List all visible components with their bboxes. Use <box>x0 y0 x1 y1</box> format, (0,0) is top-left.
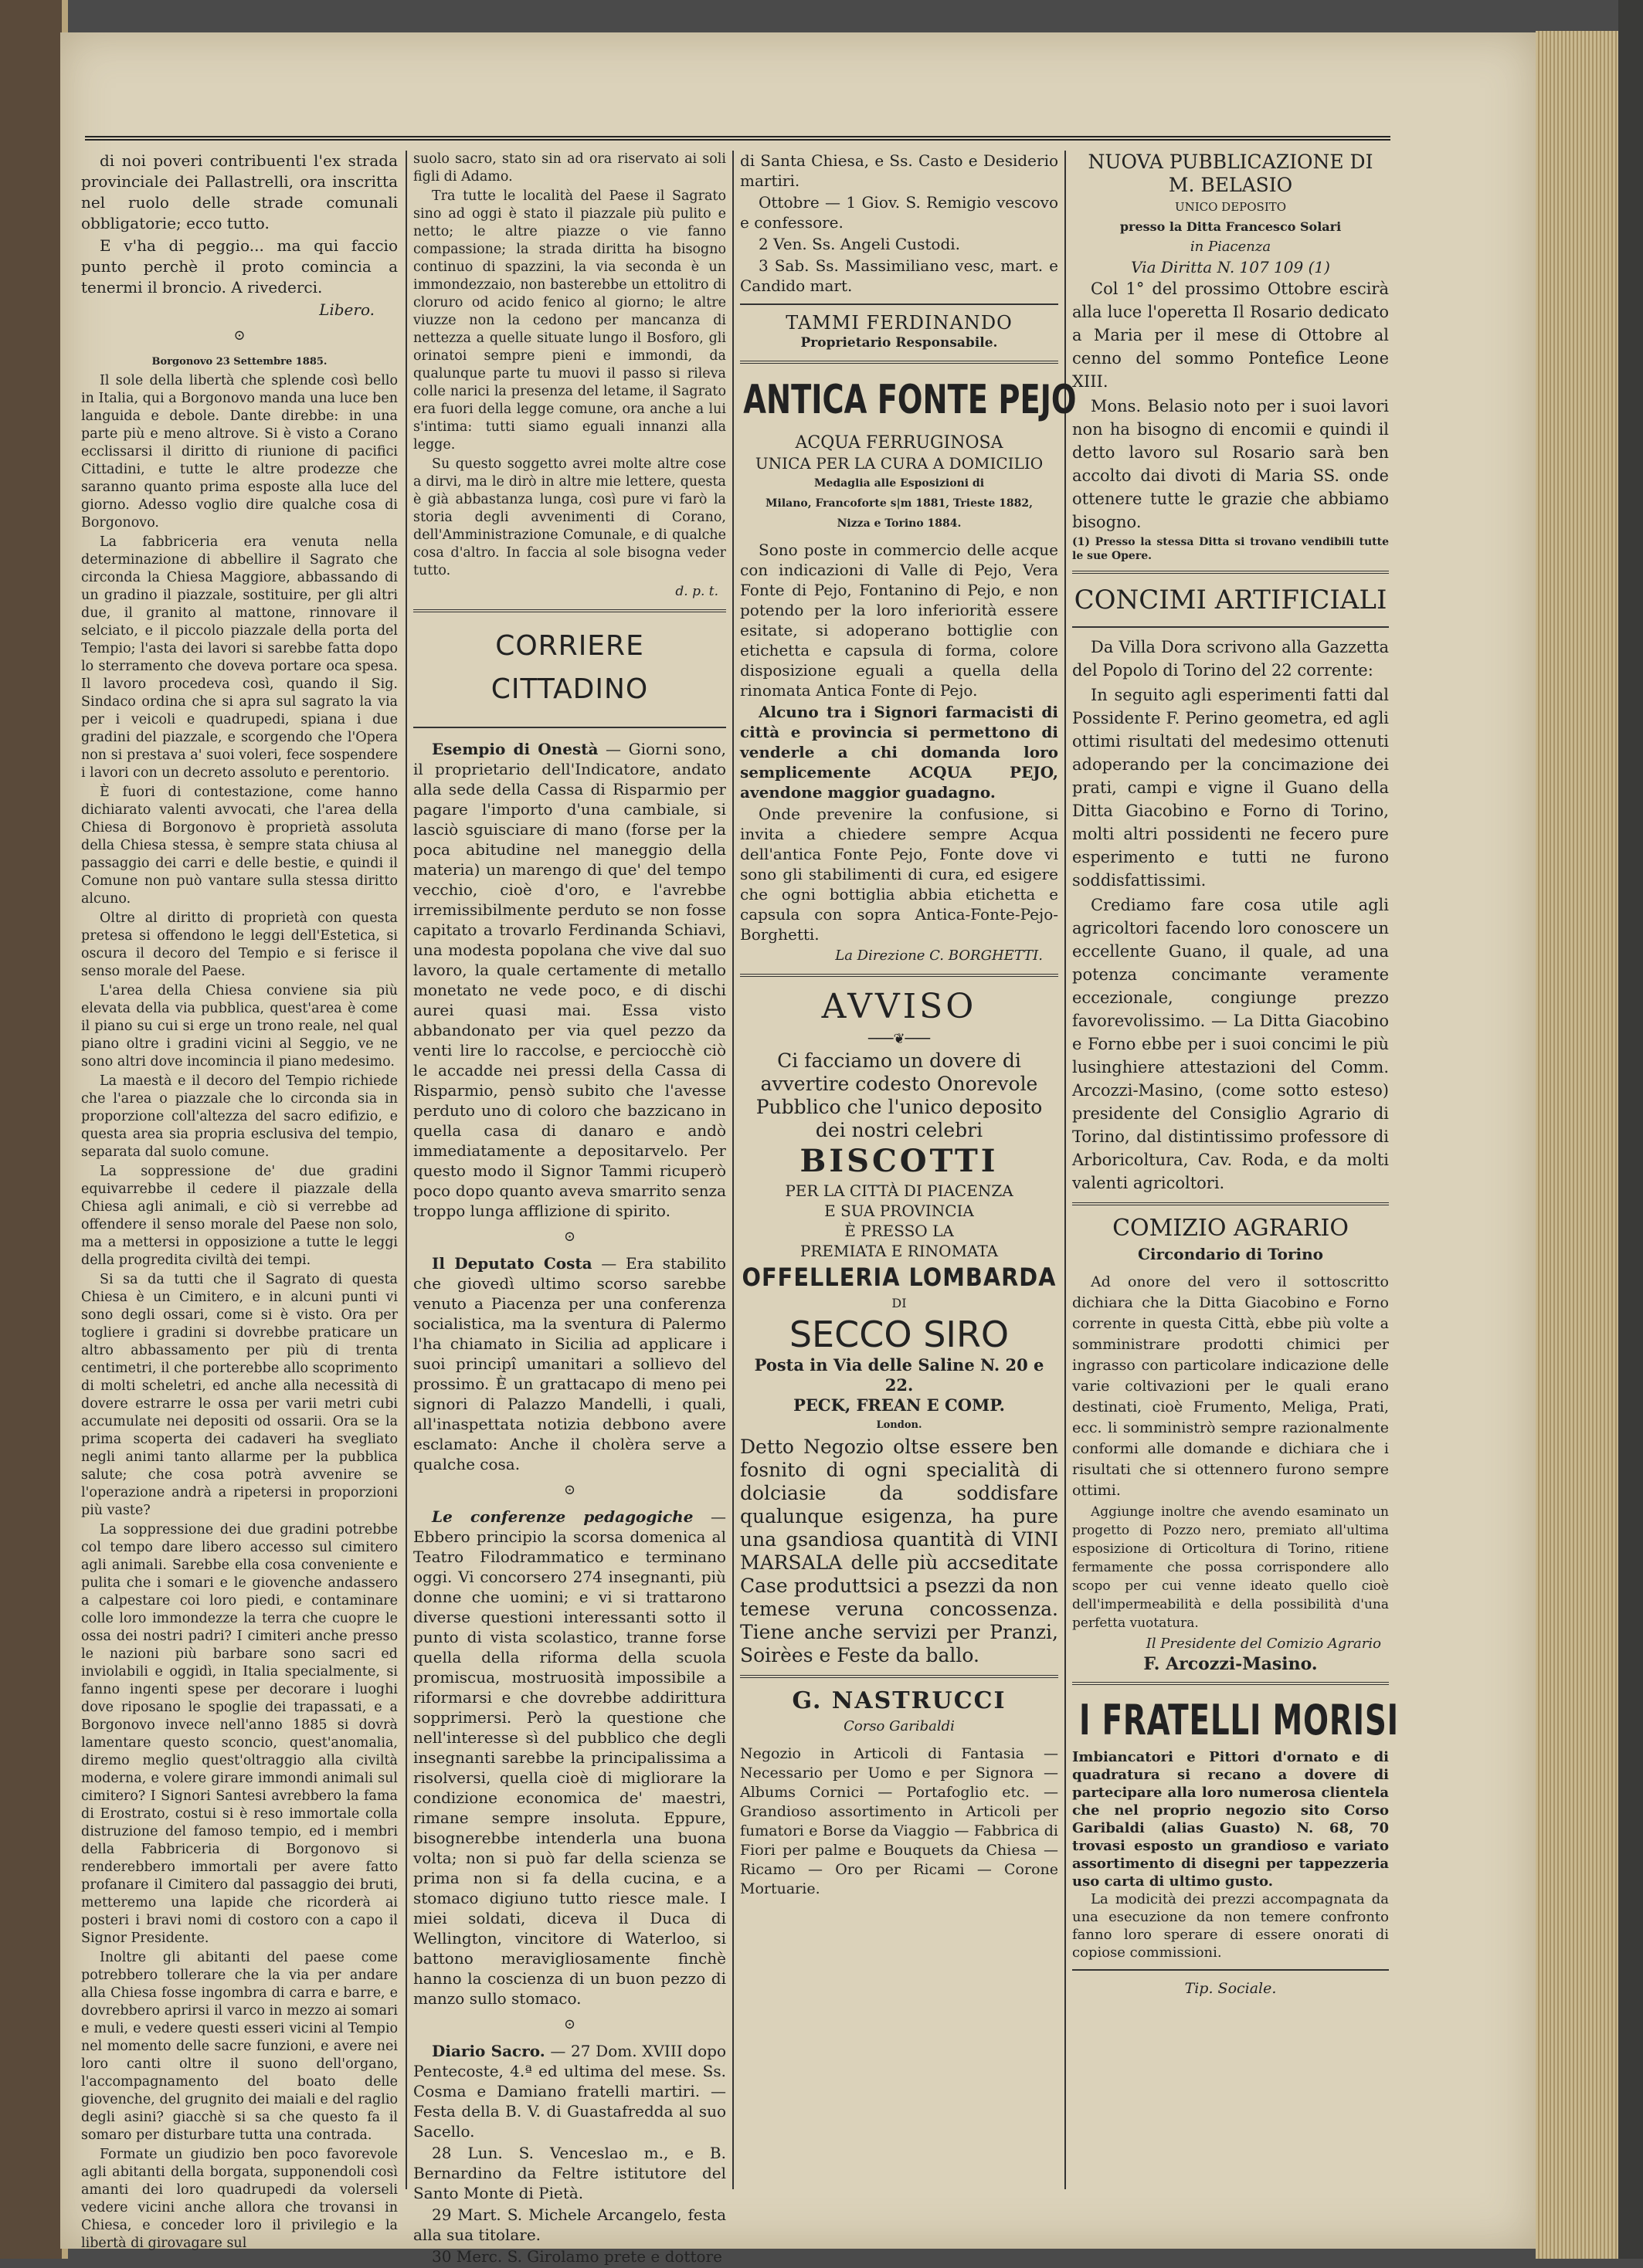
paragraph: La soppressione dei due gradini potrebbe col tempo dare libero accesso sul cimitero agli animali. Sarebbe ella cosa conveniente e pulita che i somari e le giovenche andassero a calpestare coi loro piedi, e contaminare colle loro immondezze la terra che cuopre le ossa dei nostri padri? I cimiteri anche presso le nazioni più barbare sono sacri ed inviolabili e oggidì, in Italia specialmente, si fanno ingenti spese per decorare i luoghi dove riposano le spoglie dei trapassati, e a Borgonovo invece nell'anno 1885 si dovrà lamentare questo sconcio, quest'anomalia, diremo meglio quest'oltraggio alla civiltà moderna, e volere girare immondi animali sul cimitero? I Signori Santesi avrebbero la fama di Erostrato, costui si è reso immortale colla distruzione del famoso tempio, ed i membri della Fabbriceria di Borgonovo si renderebbero immortali per avere fatto profanare il Cimitero dal passaggio dei bruti, metteremo una lapide che ricorderà ai posteri i bravi nomi di costoro con a capo il Signor Presidente. <box>81 1522 398 1946</box>
paragraph: di Santa Chiesa, e Ss. Casto e Desiderio martiri. <box>740 151 1058 190</box>
separator-ornament: ⊙ <box>233 327 246 344</box>
paragraph: suolo sacro, stato sin ad ora riservato ai soli figli di Adamo. <box>413 151 726 185</box>
ad-text: Imbiancatori e Pittori d'ornato e di quadratura si recano a dovere di partecipare alla loro numerosa clientela che nel proprio negozio sito Corso Garibaldi (alias Guasto) N. 68, 70 trovasi esposto un grandioso e variato assortimento di disegni per tappezzeria uso carta di ultimo gusto. <box>1072 1749 1389 1890</box>
section-title: CORRIERE CITTADINO <box>491 630 649 705</box>
ad-subtitle: UNICO DEPOSITO <box>1174 200 1287 214</box>
ad-text: Negozio in Articoli di Fantasia — Necessario per Uomo e per Signora — Albums Cornici — Portafoglio etc. — Grandioso assortimento in Articoli per fumatori e Borse da Viaggio — Fabbrica di Fiori per palme e Bouquets da Chiesa — Ricamo — Oro per Ricami — Corone Mortuarie. <box>740 1745 1058 1897</box>
ad-line: E SUA PROVINCIA <box>824 1202 974 1220</box>
ad-line: È PRESSO LA <box>844 1222 954 1240</box>
news-item-head: Diario Sacro. <box>432 2042 545 2060</box>
footnote: (1) Presso la stessa Ditta si trovano vendibili tutte le sue Opere. <box>1072 536 1389 562</box>
news-item-text: — Ebbero principio la scorsa domenica al Teatro Filodrammatico e terminano oggi. Vi concorsero 274 insegnanti, più donne che uomini; e vi si trattarono diverse questioni interessanti sotto il punto di vista scolastico, tranne forse quella della riforma della scuola promiscua, mostruosità impossibile a riformarsi e che dovrebbe addirittura sopprimersi. Però la questione che nell'interesse sì del pubblico che degli insegnanti sarebbe la principalissima a risolversi, quella cioè di migliorare la condizione economica de' maestri, rimane sempre insoluta. Eppure, bisognerebbe intenderla una buona volta; non si può far della scienza se prima non si fa della cucina, e a stomaco digiuno tutto riesce male. I miei soldati, diceva il Duca di Wellington, vincitore di Waterloo, si battono meravigliosamente finchè hanno la coscienza di un buon pezzo di manzo sullo stomaco. <box>413 1507 726 2008</box>
top-rule <box>85 136 1390 141</box>
paragraph: Tra tutte le località del Paese il Sagrato sino ad oggi è stato il piazzale più pulito e netto; le altre piazze o vie fanno compassione; la strada diritta ha bisogno continuo di spazzini, la via seconda è un immondezzaio, non basterebbe un ettolitro di cloruro od acido fenico al giorno; le altre viuzze non la cedono per mancanza di nettezza a quelle situate lungo il Bosforo, gli orinatoi sempre pieni e immondi, da qualunque parte tu muovi il passo si rileva colle narici la presenza del letame, il Sagrato era fuori della legge comune, ora anche a lui s'intima: tutti siamo eguali innanzi alla legge. <box>413 188 726 453</box>
signature: F. Arcozzi-Masino. <box>1143 1654 1318 1674</box>
ad-subtitle: presso la Ditta Francesco Solari <box>1119 219 1342 234</box>
paragraph: La maestà e il decoro del Tempio richiede che l'area o piazzale che lo circonda sia in proporzione coll'altezza del sacro edifizio, e questa area sia propria esclusiva del tempio, separata dal suolo comune. <box>81 1073 398 1160</box>
ad-medal-line: Nizza e Torino 1884. <box>837 517 962 530</box>
divider <box>413 609 726 612</box>
paragraph: Aggiunge inoltre che avendo esaminato un progetto di Pozzo nero, premiato all'ultima esposizione di Orticoltura di Torino, ritiene fermamente che possa corrispondere allo scopo per cui venne ideato quello cioè dell'impermeabilità e della possibilità d'una perfetta vuotatura. <box>1072 1504 1389 1631</box>
news-item-head: Il Deputato Costa <box>432 1254 592 1273</box>
paragraph: 3 Sab. Ss. Massimiliano vesc, mart. e Candido mart. <box>740 256 1058 295</box>
ad-subtitle: Circondario di Torino <box>1138 1245 1323 1263</box>
paragraph: È fuori di contestazione, come hanno dichiarato valenti avvocati, che l'area della Chiesa di Borgonovo è proprietà assoluta della Chiesa stessa, è sempre stata chiusa al passaggio dei carri e delle bestie, e quindi il Comune non può vantare sulla stessa diritto alcuno. <box>81 785 398 907</box>
news-item <box>413 1253 726 1474</box>
ad-shop-name: OFFELLERIA LOMBARDA <box>742 1263 1057 1292</box>
column-rule <box>1064 151 1066 2189</box>
book-cover-right <box>1618 0 1643 2259</box>
paragraph: Formate un giudizio ben poco favorevole agli abitanti della borgata, supponendoli così amanti dei loro quadrupedi da volerseli vedere vicini anche allora che trovansi in Chiesa, e conceder loro il privilegio e la libertà di girovagare sul <box>81 2147 398 2251</box>
separator-ornament: ⊙ <box>563 2016 576 2032</box>
editor-role: Proprietario Responsabile. <box>800 335 998 351</box>
ad-title: CONCIMI ARTIFICIALI <box>1074 585 1387 615</box>
ad-subtitle: UNICA PER LA CURA A DOMICILIO <box>755 454 1044 473</box>
dateline: Borgonovo 23 Settembre 1885. <box>151 356 328 368</box>
paragraph: Da Villa Dora scrivono alla Gazzetta del Popolo di Torino del 22 corrente: <box>1072 638 1389 680</box>
paragraph: 29 Mart. S. Michele Arcangelo, festa alla sua titolare. <box>413 2205 726 2244</box>
ad-medal-line: Milano, Francoforte s|m 1881, Trieste 1882, <box>765 497 1033 510</box>
divider <box>1072 1969 1389 1971</box>
ornament: ───❦─── <box>867 1031 931 1047</box>
paragraph: La modicità dei prezzi accompagnata da una esecuzione da non temere confronto fanno loro sperare di essere onorati di copiose commissioni. <box>1072 1891 1389 1961</box>
paragraph: La soppressione de' due gradini equivarrebbe il cedere il piazzale della Chiesa agli animali, e ciò si verrebbe ad offendere il senso morale del Paese non solo, ma a mettersi in opposizione a tutte le leggi della progredita civiltà dei tempi. <box>81 1164 398 1268</box>
signature: Libero. <box>319 300 375 319</box>
editor-name: TAMMI FERDINANDO <box>786 312 1013 334</box>
news-item <box>413 739 726 1221</box>
ad-subtitle: Corso Garibaldi <box>844 1718 955 1734</box>
divider <box>1072 571 1389 574</box>
paragraph: In seguito agli esperimenti fatti dal Possidente F. Perino geometra, ed agli ottimi risultati del medesimo ottenuti adoperando per la concimazione dei prati, campi e vigne il Guano della Ditta Giacobino e Forno di Torino, molti altri possidenti ne fecero pure esperimento e tutti ne furono soddisfattissimi. <box>1072 686 1389 890</box>
ad-line: London. <box>876 1419 922 1431</box>
ad-title: NUOVA PUBBLICAZIONE DI M. BELASIO <box>1088 151 1373 196</box>
ad-brand: PECK, FREAN E COMP. <box>793 1395 1005 1415</box>
signature: Il Presidente del Comizio Agrario <box>1146 1636 1381 1652</box>
paragraph: Alcuno tra i Signori farmacisti di città e provincia si permettono di venderle a chi domanda loro semplicemente ACQUA PEJO, avendone maggior guadagno. <box>740 703 1058 802</box>
ad-address: Posta in Via delle Saline N. 20 e 22. <box>754 1355 1044 1395</box>
column-rule <box>406 151 407 2189</box>
paragraph: Sono poste in commercio delle acque con indicazioni di Valle di Pejo, Vera Fonte di Pejo, Fontanino di Pejo, e non potendo per la loro inferiorità essere esitate, si adoperano bottiglie con etichetta e capsula di forma, colore disposizione eguali a quella della rinomata Antica Fonte di Pejo. <box>740 541 1058 700</box>
paragraph: E v'ha di peggio... ma qui faccio punto perchè il proto comincia a tenermi il broncio. A rivederci. <box>81 236 398 297</box>
paragraph: Su questo soggetto avrei molte altre cose a dirvi, ma le dirò in altre mie lettere, questa è già abbastanza lunga, così pure vi farò la storia degli avvenimenti di Corano, dell'Amministrazione Comunale, e di qualche cosa d'altro. In faccia al sole bisogna veder tutto. <box>413 456 726 578</box>
paragraph: Il sole della libertà che splende così bello in Italia, qui a Borgonovo manda una luce ben languida e debole. Dante direbbe: in una parte più e meno altrove. Si è visto a Corano ecclissarsi il diritto di riunione di pacifici Cittadini, e tutte le altre prodezze che saranno quanto prima esposte alla luce del giorno. Adesso voglio dire qualche cosa di Borgonovo. <box>81 373 398 531</box>
ad-title: COMIZIO AGRARIO <box>1112 1215 1349 1242</box>
column-1 <box>81 151 398 2254</box>
news-item-text: — 27 Dom. XVIII dopo Pentecoste, 4.ª ed ultima del mese. Ss. Cosma e Damiano fratelli martiri. — Festa della B. V. di Guastafredda al suo Sacello. <box>413 2042 726 2141</box>
ad-medal-line: Medaglia alle Esposizioni di <box>813 477 985 490</box>
ad-line: PER LA CITTÀ DI PIACENZA <box>785 1181 1013 1200</box>
divider <box>740 974 1058 977</box>
book-binding-left <box>0 0 62 2259</box>
divider <box>413 727 726 728</box>
ad-text: Detto Negozio oltse essere ben fosnito di ogni specialità di dolciasie da soddisfare qualunque esigenza, ha pure una gsandiosa quantità di VINI MARSALA delle più accseditate Case produttsici a psezzi da non temese veruna concossenza. Tiene anche servizi per Pranzi, Soirèes e Feste da ballo. <box>740 1436 1058 1666</box>
column-2 <box>413 151 726 2268</box>
paragraph: di noi poveri contribuenti l'ex strada provinciale dei Pallastrelli, ora inscritta nel ruolo delle strade comunali obbligatorie; ecco tutto. <box>81 151 398 232</box>
divider <box>740 303 1058 305</box>
news-item-head: Esempio di Onestà <box>432 740 599 758</box>
ad-subtitle: Via Diritta N. 107 109 (1) <box>1131 258 1330 276</box>
ad-signature: La Direzione C. BORGHETTI. <box>835 948 1043 964</box>
ad-subtitle: ACQUA FERRUGINOSA <box>795 433 1003 453</box>
ad-avviso <box>740 985 1058 1667</box>
ad-text: Ci facciamo un dovere di avvertire codesto Onorevole Pubblico che l'unico deposito dei nostri celebri <box>755 1049 1043 1141</box>
ad-subtitle: in Piacenza <box>1190 239 1271 255</box>
column-rule <box>732 151 734 2189</box>
news-item-text: — Giorni sono, il proprietario dell'Indicatore, andato alla sede della Cassa di Risparmio per pagare l'importo d'una cambiale, si lasciò sguisciare di mano (forse per la poca abitudine nel maneggio della materia) un marengo di que' del tempo vecchio, cioè d'oro, e l'avrebbe irremissibilmente perduto se non fosse capitato a trovarlo Ferdinanda Schiavi, una modesta popolana che vive dal suo lavoro, la quale certamente di metallo monetato ne vede poco, e di dischi aurei quasi mai. Essa visto abbandonato per via quel pezzo da venti lire lo raccolse, e perciocchè ciò le accadde nei pressi della Cassa di Risparmio, pensò subito che l'avesse perduto uno di coloro che bazzicano in quella casa di danaro e andò immediatamente a depositarvelo. Per questo modo il Signor Tammi ricuperò poco dopo quanto aveva smarrito senza troppo lunga afflizione di spirito. <box>413 740 727 1220</box>
ad-line: PREMIATA E RINOMATA <box>799 1242 999 1260</box>
paragraph: Col 1° del prossimo Ottobre escirà alla luce l'operetta Il Rosario dedicato a Maria per il mese di Ottobre al cenno del sommo Pontefice Leone XIII. <box>1072 280 1389 391</box>
paragraph: Si sa da tutti che il Sagrato di questa Chiesa è un Cimitero, e in alcuni punti vi sono degli ossari, come si è visto. Ora per togliere i gradini si dovrebbe praticare un altro abbassamento per più di trenta centimetri, il che porterebbe allo scoprimento di molti scheletri, ed anche alla necessità di dovere estrarre le ossa per varii metri cubi accumulate nei depositi od ossarii. Ora se la prima scoperta dei cadaveri ha svegliato negli animi tanto allarme per la pubblica salute; che cosa potrà avvenire se l'operazione andrà a ripetersi in proporzioni più vaste? <box>81 1272 398 1518</box>
paragraph: Oltre al diritto di proprietà con questa pretesa si offendono le leggi dell'Estetica, si oscura il decoro del Tempio e si ferisce il senso morale del Paese. <box>81 910 398 979</box>
ad-product: BISCOTTI <box>799 1143 999 1179</box>
paragraph: Ad onore del vero il sottoscritto dichiara che la Ditta Giacobino e Forno corrente in questa Città, ebbe più volte a somministrare prodotti chimici per ingrasso con particolare indicazione delle varie coltivazioni per le quali erano destinati, cioè Frumento, Meliga, Prati, ecc. li somministrò sempre razionalmente conformi alle domande e dichiara che i risultati che si ottennero furono sempre ottimi. <box>1072 1273 1389 1499</box>
signature: d. p. t. <box>675 584 718 599</box>
printer-credit: Tip. Sociale. <box>1184 1980 1277 1997</box>
divider <box>740 361 1058 364</box>
ad-nastrucci <box>740 1686 1058 1899</box>
paragraph: La fabbriceria era venuta nella determinazione di abbellire il Sagrato che circonda la Chiesa Maggiore, abbassando di un gradino il piazzale, sostituire, per gli altri due, il granito al mattone, rinnovare il selciato, e il piccolo piazzale della porta del Tempio; l'asta dei lavori si sarebbe fatta dopo lo sterramento che doveva portare oca spesa. Il lavoro procedeva così, quando il Sig. Sindaco ordina che si apra sul sagrato la via per i veicoli e quadrupedi, spiana i due gradini del piazzale, e scorgendo che l'Opera non si prestava a' suoi voleri, fece sospendere i lavori con un decreto assoluto e perentorio. <box>81 534 398 781</box>
separator-ornament: ⊙ <box>563 1482 576 1498</box>
paragraph: Mons. Belasio noto per i suoi lavori non ha bisogno di encomii e quindi il detto lavoro sul Rosario sarà ben accolto dai divoti di Maria SS. onde ottenere tutte le grazie che abbiamo bisogno. <box>1072 397 1389 531</box>
ad-title: I FRATELLI MORISI <box>1079 1696 1399 1744</box>
paragraph: Crediamo fare cosa utile agli agricoltori facendo loro conoscere un eccellente Guano, il quale, ad una potenza concimante veramente eccezionale, congiunge prezzo favorevolissimo. — La Ditta Giacobino e Forno ebbe per i suoi concimi le più lusinghiere attestazioni del Comm. Arcozzi-Masino, (come sotto esteso) presidente del Consiglio Agrario di Torino, dal distintissimo professore di Arboricoltura, Cav. Roda, e da molti valenti agricoltori. <box>1072 896 1389 1192</box>
column-3 <box>740 151 1077 1899</box>
divider <box>1072 1202 1389 1205</box>
ad-title: G. NASTRUCCI <box>792 1687 1007 1714</box>
divider <box>1072 1682 1389 1685</box>
paragraph: 28 Lun. S. Venceslao m., e B. Bernardino da Feltre istitutore del Santo Monte di Pietà. <box>413 2144 726 2202</box>
paragraph: L'area della Chiesa conviene sia più elevata della via pubblica, quest'area è come il piano su cui si erge un trono reale, nel qual piano oltre i gradini vicini al Seggio, ve ne sono altri dove incomincia il piano medesimo. <box>81 983 398 1070</box>
separator-ornament: ⊙ <box>563 1229 576 1245</box>
divider <box>1072 626 1389 628</box>
news-item <box>413 1507 726 2009</box>
paragraph: Ottobre — 1 Giov. S. Remigio vescovo e confessore. <box>740 193 1058 232</box>
ad-title: ANTICA FONTE PEJO <box>743 377 1077 423</box>
paragraph: 2 Ven. Ss. Angeli Custodi. <box>759 235 960 253</box>
paragraph: Inoltre gli abitanti del paese come potrebbero tollerare che la via per andare alla Chiesa fosse ingombra di carra e barre, e dovrebbero aprirsi il varco in mezzo ai somari e muli, e vedere questi esseri vicini al Tempio nel momento delle sacre funzioni, e avere nei loro canti oltre il suono dell'organo, l'accompagnamento del boato delle giovenche, del grugnito dei maiali e del raglio degli asini? giacchè si sa che questo fa il somaro per disturbare tutta una contrada. <box>81 1950 398 2143</box>
news-item <box>413 2041 726 2141</box>
ad-antica-fonte-pejo <box>740 371 1077 966</box>
divider <box>740 1675 1058 1678</box>
ad-owner: SECCO SIRO <box>789 1314 1010 1355</box>
ad-line: DI <box>891 1296 907 1310</box>
column-4 <box>1072 151 1399 1998</box>
paragraph: Onde prevenire la confusione, si invita a chiedere sempre Acqua dell'antica Fonte Pejo, Fonte dove vi sono gli stabilimenti di cura, ed esigere che ogni bottiglia abbia etichetta e capsula con sopra Antica-Fonte-Pejo-Borghetti. <box>740 805 1058 944</box>
news-item-text: — Era stabilito che giovedì ultimo scorso sarebbe venuto a Piacenza per una conferenza socialistica, ma la sventura di Palermo l'ha chiamato in Sicilia ad applicare i suoi principî umanitari a sollievo del prossimo. È un grattacapo di meno pei signori di Palazzo Mandelli, i quali, all'inaspettata notizia debbono avere esclamato: Anche il cholèra serve a qualche cosa. <box>413 1254 727 1473</box>
news-item-head: Le conferenze pedagogiche <box>432 1507 694 1526</box>
ad-title: AVVISO <box>821 987 977 1026</box>
paragraph: 30 Merc. S. Girolamo prete e dottore <box>432 2247 722 2266</box>
